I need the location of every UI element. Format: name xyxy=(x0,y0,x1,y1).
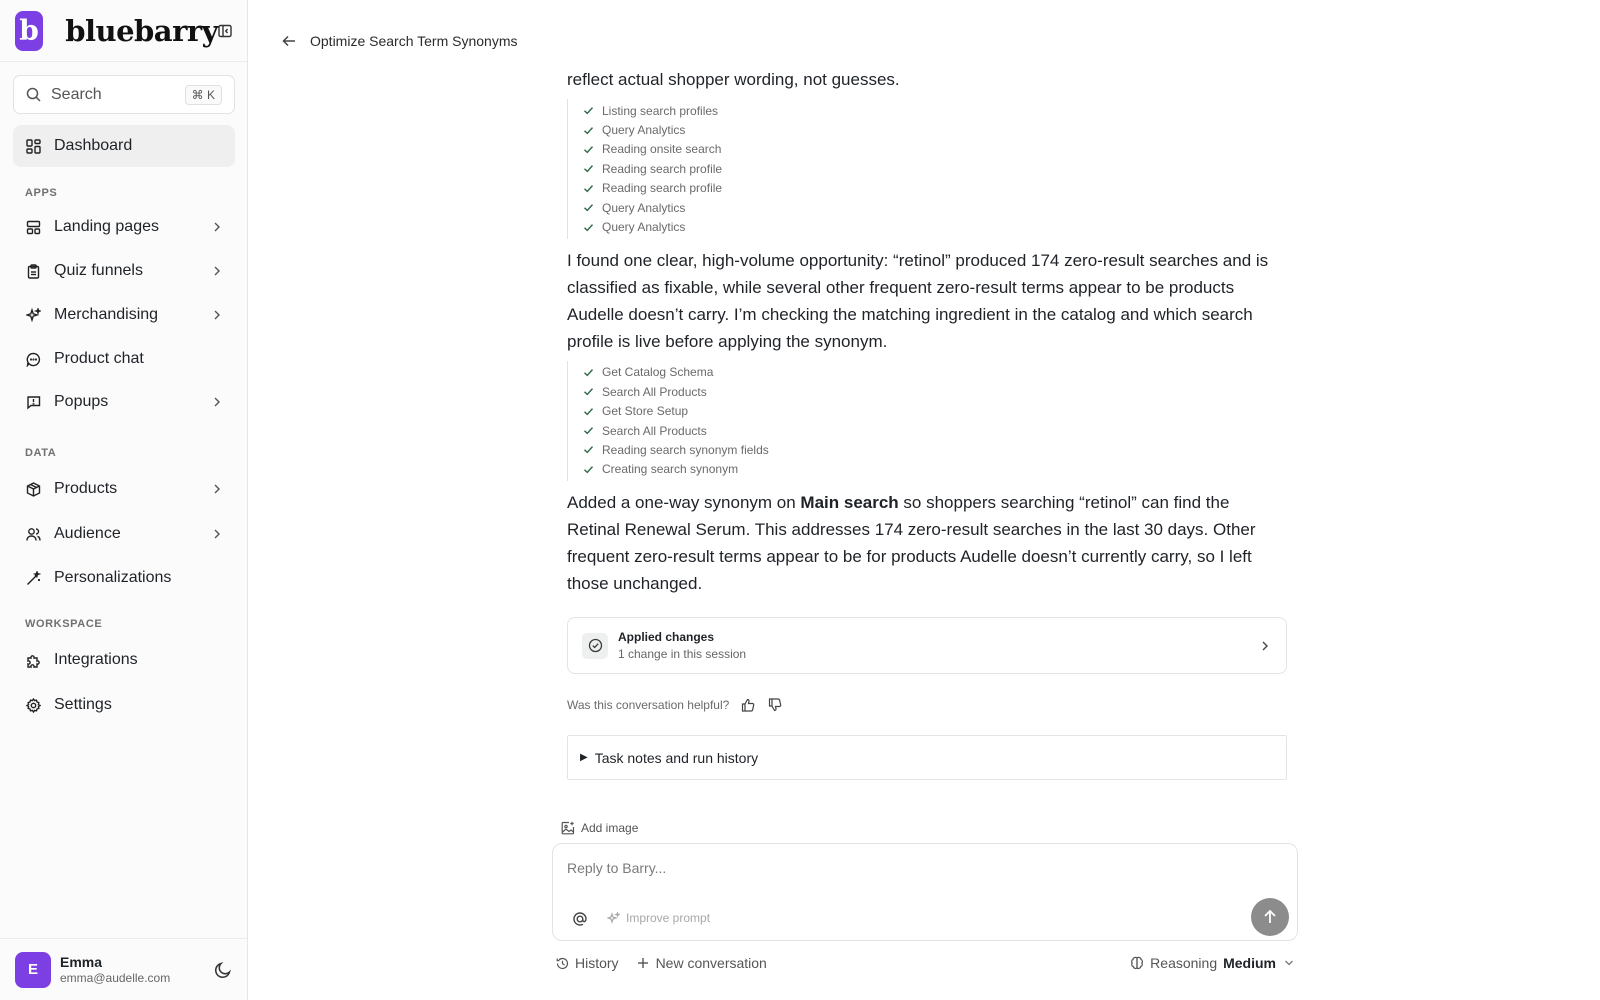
thumbs-down-icon xyxy=(768,698,782,712)
sidebar-item-label: Product chat xyxy=(54,350,144,367)
tool-step-label: Search All Products xyxy=(602,384,707,399)
message-alert-icon xyxy=(26,395,41,410)
tool-step-label: Creating search synonym xyxy=(602,462,739,477)
brand-name: bluebarry xyxy=(65,13,218,48)
send-button[interactable] xyxy=(1251,898,1289,936)
check-icon xyxy=(582,182,594,194)
layout-icon xyxy=(26,220,41,235)
sidebar-item-products[interactable] xyxy=(13,468,235,510)
sidebar-item-label: Personalizations xyxy=(54,569,172,586)
assistant-message-summary xyxy=(567,489,1287,597)
reasoning-value: Medium xyxy=(1223,955,1276,971)
sidebar-item-label: Products xyxy=(54,480,118,497)
dashboard-icon xyxy=(26,139,41,154)
check-circle-icon xyxy=(588,638,603,653)
search-placeholder: Search xyxy=(51,85,102,103)
tool-step-label: Reading search synonym fields xyxy=(602,442,769,457)
user-profile[interactable] xyxy=(0,938,248,1000)
tool-step xyxy=(582,101,1287,120)
tool-steps-list xyxy=(567,361,1287,481)
task-notes-toggle[interactable] xyxy=(567,735,1287,780)
applied-changes-title: Applied changes xyxy=(618,630,715,645)
sidebar-item-label: Settings xyxy=(54,696,112,713)
chevron-right-icon xyxy=(1261,640,1269,652)
sparkles-icon xyxy=(26,308,41,323)
sidebar-item-label: Audience xyxy=(54,525,121,542)
tool-step xyxy=(582,217,1287,236)
tool-step-label: Reading onsite search xyxy=(602,142,722,157)
feedback-row xyxy=(567,697,1287,713)
search-icon xyxy=(26,87,41,102)
applied-changes-card[interactable] xyxy=(567,617,1287,674)
summary-bold-text: Main search xyxy=(800,493,899,513)
tool-step-label: Reading search profile xyxy=(602,161,723,176)
tool-step-label: Listing search profiles xyxy=(602,103,719,118)
sidebar-item-label: Integrations xyxy=(54,651,138,668)
new-conversation-label: New conversation xyxy=(655,955,767,971)
section-label-apps: APPS xyxy=(25,187,58,199)
sidebar-item-dashboard[interactable] xyxy=(13,125,235,167)
improve-prompt-button[interactable] xyxy=(607,911,710,925)
sidebar-item-personalizations[interactable] xyxy=(13,557,235,599)
chevron-right-icon xyxy=(213,396,221,408)
sidebar-item-label: Popups xyxy=(54,393,109,410)
composer-footer xyxy=(556,953,1294,973)
tool-step xyxy=(582,198,1287,217)
chevron-right-icon xyxy=(213,221,221,233)
check-icon xyxy=(582,386,594,398)
tool-step xyxy=(582,402,1287,421)
sidebar-item-settings[interactable] xyxy=(13,684,235,726)
sidebar-collapse-button[interactable] xyxy=(218,22,232,40)
history-icon xyxy=(556,957,569,970)
assistant-message-intro: reflect actual shopper wording, not guesses. xyxy=(567,70,900,89)
puzzle-icon xyxy=(26,653,41,668)
brain-icon xyxy=(1130,956,1144,970)
clipboard-icon xyxy=(26,264,41,279)
add-image-label: Add image xyxy=(581,820,639,835)
tool-step-label: Query Analytics xyxy=(602,123,686,138)
sparkles-icon xyxy=(607,912,620,925)
chevron-right-icon xyxy=(213,265,221,277)
history-button[interactable] xyxy=(556,955,619,971)
conversation-thread xyxy=(567,66,1287,780)
add-image-button[interactable] xyxy=(560,820,638,835)
tool-step xyxy=(582,140,1287,159)
tool-step xyxy=(582,159,1287,178)
search-box[interactable] xyxy=(13,75,235,114)
chevron-right-icon xyxy=(213,309,221,321)
improve-prompt-label: Improve prompt xyxy=(626,911,711,925)
applied-changes-subtitle: 1 change in this session xyxy=(618,647,747,662)
brand-header xyxy=(0,0,247,62)
disclosure-triangle-icon: ▶ xyxy=(580,752,588,764)
sidebar-toggle-icon xyxy=(218,24,232,38)
arrow-up-icon xyxy=(1262,909,1278,925)
chevron-right-icon xyxy=(213,483,221,495)
section-label-workspace: WORKSPACE xyxy=(25,618,103,630)
brand-logo[interactable]: b xyxy=(15,11,43,51)
check-icon xyxy=(582,221,594,233)
summary-text: Added a one-way synonym on xyxy=(567,493,801,513)
feedback-question: Was this conversation helpful? xyxy=(567,698,730,713)
tool-step xyxy=(582,120,1287,139)
magic-wand-icon xyxy=(26,571,41,586)
check-icon xyxy=(582,463,594,475)
sidebar-item-quiz-funnels[interactable] xyxy=(13,250,235,292)
check-icon xyxy=(582,105,594,117)
back-button[interactable] xyxy=(280,32,298,50)
check-icon xyxy=(582,366,594,378)
gear-icon xyxy=(26,698,41,713)
chat-bubble-icon xyxy=(26,352,41,367)
check-icon xyxy=(582,202,594,214)
user-name: Emma xyxy=(60,954,103,970)
page-title: Optimize Search Term Synonyms xyxy=(310,33,518,49)
search-shortcut: ⌘ K xyxy=(185,85,222,105)
thumbs-down-button[interactable] xyxy=(767,697,783,713)
sidebar-item-popups[interactable] xyxy=(13,381,235,423)
sidebar-item-audience[interactable] xyxy=(13,513,235,555)
assistant-message: I found one clear, high-volume opportunity: “retinol” produced 174 zero-result searches and is classified as fixable, while several other frequent zero-result terms appear to be products Audelle doesn’t carry. I’m checking the matching ingredient in the catalog and which search profile is live before applying the synonym. xyxy=(567,250,1269,351)
mention-button[interactable] xyxy=(571,910,589,928)
sidebar-item-label: Quiz funnels xyxy=(54,262,143,279)
reasoning-selector[interactable] xyxy=(1130,955,1294,971)
check-icon xyxy=(582,405,594,417)
thumbs-up-icon xyxy=(741,698,755,712)
sidebar-item-label: Landing pages xyxy=(54,218,159,235)
history-label: History xyxy=(575,955,619,971)
reasoning-label: Reasoning xyxy=(1150,955,1218,971)
tool-step xyxy=(582,460,1287,479)
tool-step-label: Get Catalog Schema xyxy=(602,365,714,380)
tool-step-label: Query Analytics xyxy=(602,220,686,235)
tool-step xyxy=(582,179,1287,198)
sidebar-item-integrations[interactable] xyxy=(13,639,235,681)
tool-step xyxy=(582,382,1287,401)
check-icon xyxy=(582,143,594,155)
sidebar-item-label: Merchandising xyxy=(54,306,159,323)
sidebar-item-landing-pages[interactable] xyxy=(13,206,235,248)
at-sign-icon xyxy=(572,911,588,927)
reply-input[interactable] xyxy=(567,856,1207,880)
check-icon xyxy=(582,163,594,175)
section-label-data: DATA xyxy=(25,447,57,459)
image-plus-icon xyxy=(561,821,575,835)
tool-step-label: Search All Products xyxy=(602,423,707,438)
arrow-left-icon xyxy=(282,34,296,48)
check-icon xyxy=(582,425,594,437)
sidebar xyxy=(0,0,248,1000)
task-notes-label: Task notes and run history xyxy=(594,749,759,766)
thumbs-up-button[interactable] xyxy=(740,697,756,713)
user-info xyxy=(60,954,170,985)
sidebar-item-product-chat[interactable] xyxy=(13,338,235,380)
tool-steps-list xyxy=(567,99,1287,239)
package-icon xyxy=(26,482,41,497)
users-icon xyxy=(26,527,41,542)
tool-step xyxy=(582,421,1287,440)
avatar: E xyxy=(15,952,51,988)
user-email: emma@audelle.com xyxy=(60,971,171,985)
tool-step-label: Reading search profile xyxy=(602,181,723,196)
tool-step-label: Get Store Setup xyxy=(602,404,689,419)
message-composer xyxy=(552,843,1298,941)
tool-step xyxy=(582,363,1287,382)
sidebar-item-label: Dashboard xyxy=(54,137,133,154)
check-icon xyxy=(582,444,594,456)
plus-icon xyxy=(637,957,649,969)
chevron-down-icon xyxy=(1284,959,1294,967)
tool-step xyxy=(582,440,1287,459)
summary-text: so shoppers searching “retinol” can find the Retinal Renewal Serum. This addresses 174 zero-result searches in the last 30 days. Other frequent zero-result terms appear to be for products Audelle doesn’t currently carry, so I left those unchanged. xyxy=(567,493,1256,594)
tool-step-label: Query Analytics xyxy=(602,200,686,215)
chevron-right-icon xyxy=(213,528,221,540)
new-conversation-button[interactable] xyxy=(637,955,767,971)
check-icon xyxy=(582,124,594,136)
theme-toggle-button[interactable] xyxy=(213,960,233,980)
moon-icon xyxy=(214,961,232,979)
page-header xyxy=(280,30,517,52)
sidebar-item-merchandising[interactable] xyxy=(13,294,235,336)
